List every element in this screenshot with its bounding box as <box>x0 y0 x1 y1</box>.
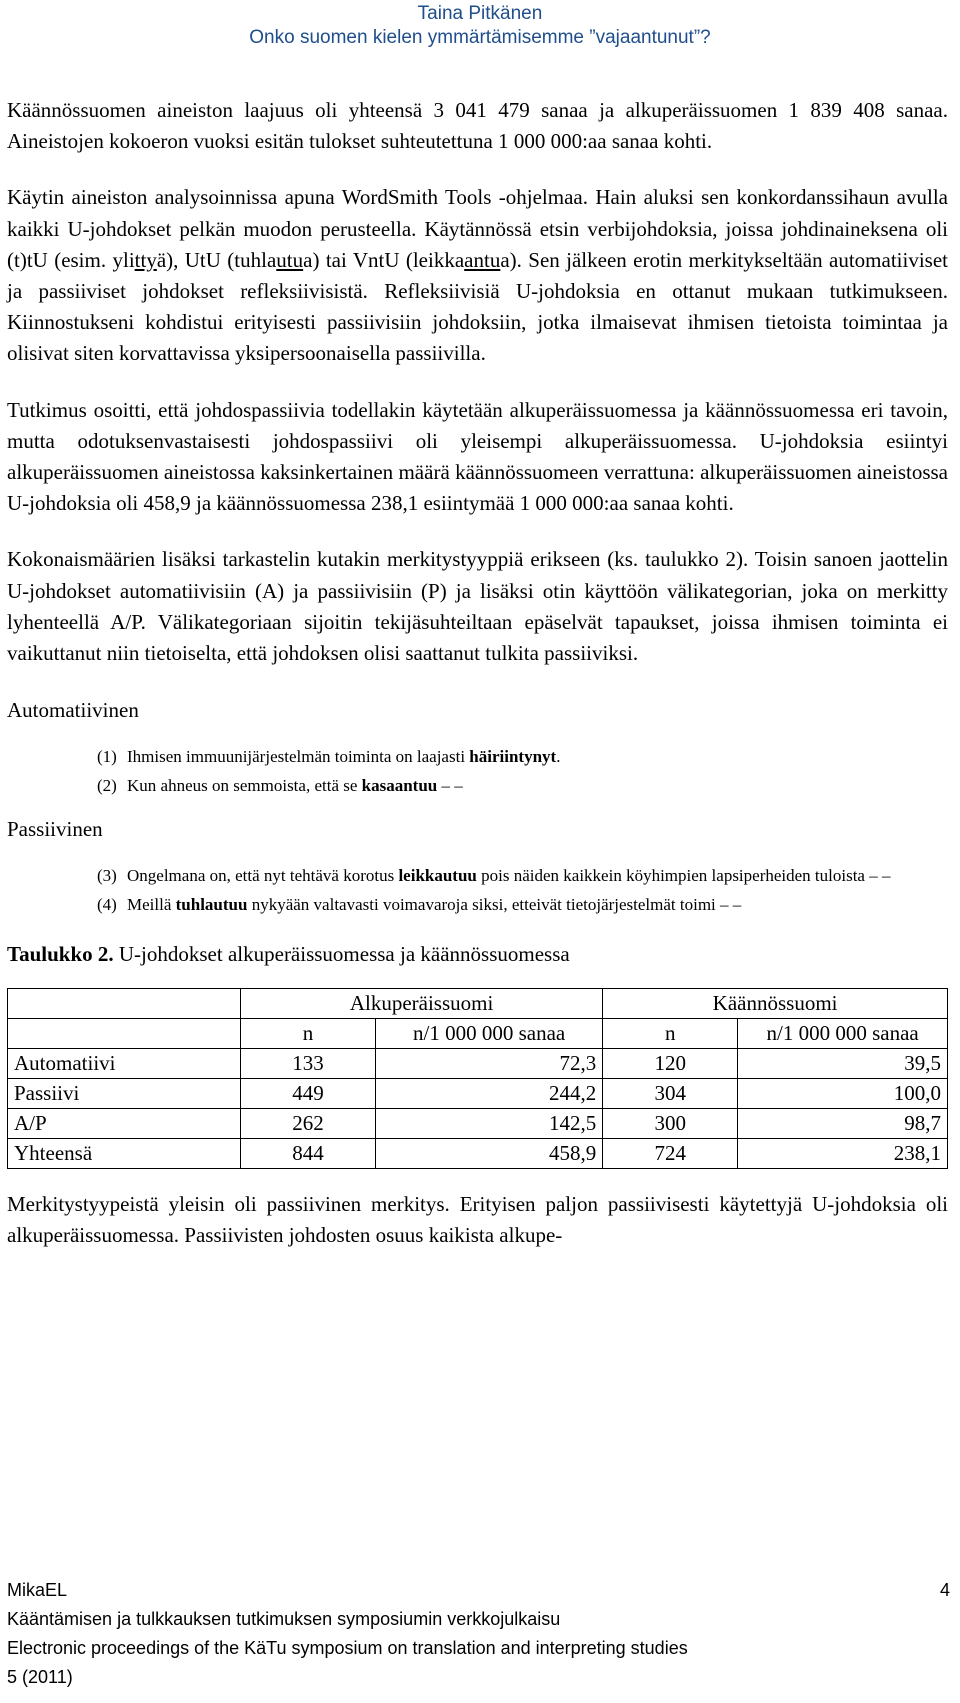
example-text <box>127 771 948 800</box>
table-caption-label: Taulukko 2. <box>7 942 114 967</box>
table-corner-cell <box>8 1019 241 1049</box>
table-row <box>8 1109 948 1139</box>
table-cell: 244,2 <box>376 1079 603 1109</box>
example-number: (4) <box>97 895 117 915</box>
underlined-suffix-tty: tty <box>134 247 157 272</box>
table-cell: 304 <box>603 1079 738 1109</box>
page-footer <box>7 1576 950 1692</box>
table-cell: 262 <box>240 1109 375 1139</box>
header-article-title: Onko suomen kielen ymmärtämisemme ”vajaantunut”? <box>249 27 711 48</box>
footer-journal-name: MikaEL <box>7 1580 68 1600</box>
table-cell: 844 <box>240 1139 375 1169</box>
table-cell: 133 <box>240 1049 375 1079</box>
table-row <box>8 1079 948 1109</box>
example-text <box>127 742 948 771</box>
example-derivative: häiriintynyt <box>469 747 557 767</box>
table-cell: 458,9 <box>376 1139 603 1169</box>
header-author: Taina Pitkänen <box>417 3 543 24</box>
table-cell: 238,1 <box>738 1139 948 1169</box>
table-caption-text: U-johdokset alkuperäissuomessa ja käännössuomessa <box>113 942 570 967</box>
footer-volume: 5 (2011) <box>7 1667 73 1687</box>
example-text-after: . <box>556 747 561 767</box>
underlined-suffix-utu: utu <box>276 247 304 272</box>
footer-first-line <box>7 1576 950 1605</box>
table-cell: 142,5 <box>376 1109 603 1139</box>
example-text <box>127 890 948 919</box>
method-text-4: a). Sen jälkeen erotin merkitykseltään automatiiviset ja passiiviset johdokset refleksiivisistä. Refleksiivisiä U-johdoksia en ottanut mukaan tutkimukseen. Kiinnostukseni kohdistui erityisesti passiivisiin johdoksiin, jotka ilmaisevat ihmisen tietoista toimintaa ja olisivat siten korvattavissa yksipersoonaisella passiivilla. <box>7 247 948 366</box>
table-cell: 72,3 <box>376 1049 603 1079</box>
table-sub-header: n <box>603 1019 738 1049</box>
table-row-label: Yhteensä <box>8 1139 241 1169</box>
table-cell: 449 <box>240 1079 375 1109</box>
section-label-passiivinen: Passiivinen <box>7 817 103 842</box>
example-text-before: Kun ahneus on semmoista, että se <box>127 776 362 796</box>
example-number: (2) <box>97 776 117 796</box>
table-group-header: Käännössuomi <box>603 989 948 1019</box>
table-row <box>8 1049 948 1079</box>
table-sub-header: n <box>240 1019 375 1049</box>
table-sub-header-row <box>8 1019 948 1049</box>
article-body <box>7 95 948 1252</box>
example-text-after: – – <box>437 776 463 796</box>
paragraph-corpus-size: Käännössuomen aineiston laajuus oli yhteensä 3 041 479 sanaa ja alkuperäissuomen 1 839 408 sanaa. Aineistojen kokoeron vuoksi esitän tulokset suhteutettuna 1 000 000:aa sanaa kohti. <box>7 98 948 154</box>
example-item <box>97 771 948 800</box>
results-table <box>7 988 948 1169</box>
examples-passiivinen <box>97 861 948 919</box>
paragraph-categories: Kokonaismäärien lisäksi tarkastelin kutakin merkitystyyppiä erikseen (ks. taulukko 2). Toisin sanoen jaottelin U-johdokset automatiivisiin (A) ja passiivisiin (P) ja lisäksi otin käyttöön välikategorian, joka on merkitty lyhenteellä A/P. Välikategoriaan sijoitin tekijäsuhteiltaan epäselvät tapaukset, joissa ihmisen toiminta ei vaikuttanut niin tietoiselta, että johdoksen olisi saattanut tulkita passiiviksi. <box>7 547 948 666</box>
table-cell: 39,5 <box>738 1049 948 1079</box>
paragraph-method <box>7 182 948 369</box>
example-text-before: Ihmisen immuunijärjestelmän toiminta on laajasti <box>127 747 470 767</box>
method-text-3: a) tai VntU (leikka <box>303 247 465 272</box>
table-row-label: Passiivi <box>8 1079 241 1109</box>
table-row <box>8 1139 948 1169</box>
footer-publication-fi: Kääntämisen ja tulkkauksen tutkimuksen symposiumin verkkojulkaisu <box>7 1609 561 1629</box>
example-derivative: kasaantuu <box>361 776 438 796</box>
table-cell: 300 <box>603 1109 738 1139</box>
table-group-header: Alkuperäissuomi <box>240 989 602 1019</box>
examples-automatiivinen <box>97 742 948 800</box>
example-text <box>127 861 948 890</box>
table-sub-header: n/1 000 000 sanaa <box>376 1019 603 1049</box>
section-label-automatiivinen: Automatiivinen <box>7 698 139 723</box>
table-corner-cell <box>8 989 241 1019</box>
example-number: (1) <box>97 747 117 767</box>
example-text-after: nykyään valtavasti voimavaroja siksi, etteivät tietojärjestelmät toimi – – <box>247 895 742 915</box>
footer-publication-en: Electronic proceedings of the KäTu symposium on translation and interpreting studies <box>7 1638 688 1658</box>
paragraph-findings: Tutkimus osoitti, että johdospassiivia todellakin käytetään alkuperäissuomessa ja käännössuomessa eri tavoin, mutta odotuksenvastaisesti johdospassiivi oli yleisempi alkuperäissuomessa. U-johdoksia esiintyi alkuperäissuomen aineistossa kaksinkertainen määrä käännössuomeen verrattuna: alkuperäissuomen aineistossa U-johdoksia oli 458,9 ja käännössuomessa 238,1 esiintymää 1 000 000:aa sanaa kohti. <box>7 397 948 516</box>
example-item <box>97 890 948 919</box>
table-cell: 98,7 <box>738 1109 948 1139</box>
underlined-suffix-antu: antu <box>464 247 501 272</box>
table-cell: 724 <box>603 1139 738 1169</box>
example-text-before: Ongelmana on, että nyt tehtävä korotus <box>127 866 399 886</box>
running-header <box>0 2 960 50</box>
example-text-after: pois näiden kaikkein köyhimpien lapsiperheiden tuloista – – <box>476 866 891 886</box>
example-item <box>97 742 948 771</box>
method-text-2: ä), UtU (tuhla <box>156 247 277 272</box>
table-cell: 100,0 <box>738 1079 948 1109</box>
table-sub-header: n/1 000 000 sanaa <box>738 1019 948 1049</box>
example-text-before: Meillä <box>127 895 176 915</box>
table-caption <box>7 939 948 970</box>
page-number: 4 <box>939 1580 950 1600</box>
example-derivative: leikkautuu <box>398 866 477 886</box>
example-derivative: tuhlautuu <box>175 895 248 915</box>
example-number: (3) <box>97 866 117 886</box>
table-row-label: Automatiivi <box>8 1049 241 1079</box>
paragraph-meaning-types: Merkitystyypeistä yleisin oli passiivinen merkitys. Erityisen paljon passiivisesti käytettyjä U-johdoksia oli alkuperäissuomessa. Passiivisten johdosten osuus kaikista alkupe- <box>7 1192 948 1248</box>
table-cell: 120 <box>603 1049 738 1079</box>
table-group-header-row <box>8 989 948 1019</box>
example-item <box>97 861 948 890</box>
table-row-label: A/P <box>8 1109 241 1139</box>
method-text-1: Käytin aineiston analysoinnissa apuna WordSmith Tools -ohjelmaa. Hain aluksi sen konkordanssihaun avulla kaikki U-johdokset pelkän muodon perusteella. Käytännössä etsin verbijohdoksia, joissa johdinaineksena oli (t)tU (esim. yli <box>7 185 948 272</box>
